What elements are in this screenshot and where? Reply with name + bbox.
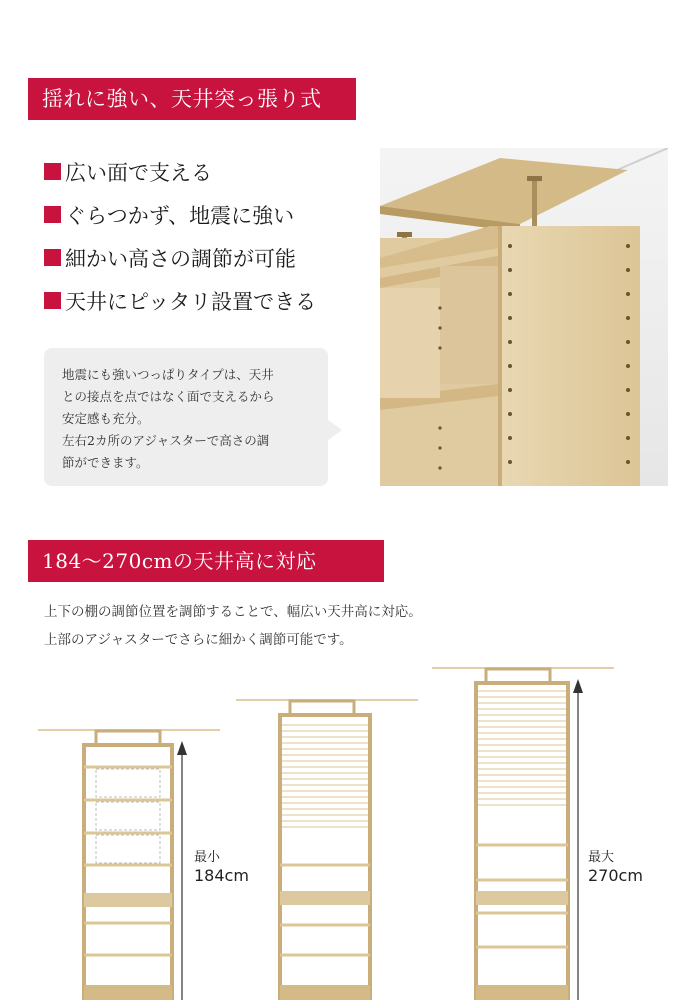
feature-item: 広い面で支える <box>44 150 374 193</box>
height-diagram <box>0 655 700 1000</box>
section-heading-tension: 揺れに強い、天井突っ張り式 <box>28 78 356 120</box>
bubble-line: 左右2カ所のアジャスターで高さの調 <box>62 433 270 448</box>
square-bullet-icon <box>44 292 61 309</box>
square-bullet-icon <box>44 206 61 223</box>
min-height-label: 最小 184cm <box>194 850 249 885</box>
bubble-line: 節ができます。 <box>62 455 149 470</box>
shelf-height-illustration <box>0 655 700 1000</box>
square-bullet-icon <box>44 163 61 180</box>
section-heading-height: 184〜270cmの天井高に対応 <box>28 540 384 582</box>
speech-bubble <box>44 348 328 486</box>
feature-item: 天井にピッタリ設置できる <box>44 279 374 322</box>
shelf-photo-illustration <box>380 148 668 486</box>
desc-line: 上下の棚の調節位置を調節することで、幅広い天井高に対応。 <box>44 604 422 620</box>
shelf-unit-mid <box>236 699 418 1000</box>
shelf-unit-min <box>38 729 220 1000</box>
max-height-label: 最大 270cm <box>588 850 643 885</box>
shelf-photo <box>380 148 668 486</box>
bubble-tail <box>328 420 342 440</box>
height-description <box>44 598 422 654</box>
bubble-line: 地震にも強いつっぱりタイプは、天井 <box>62 367 274 382</box>
desc-line: 上部のアジャスターでさらに細かく調節可能です。 <box>44 632 353 648</box>
feature-list <box>44 150 374 322</box>
feature-item: ぐらつかず、地震に強い <box>44 193 374 236</box>
shelf-unit-max <box>432 667 614 1000</box>
feature-item: 細かい高さの調節が可能 <box>44 236 374 279</box>
bubble-line: 安定感も充分。 <box>62 411 150 426</box>
square-bullet-icon <box>44 249 61 266</box>
bubble-line: との接点を点ではなく面で支えるから <box>62 389 275 404</box>
